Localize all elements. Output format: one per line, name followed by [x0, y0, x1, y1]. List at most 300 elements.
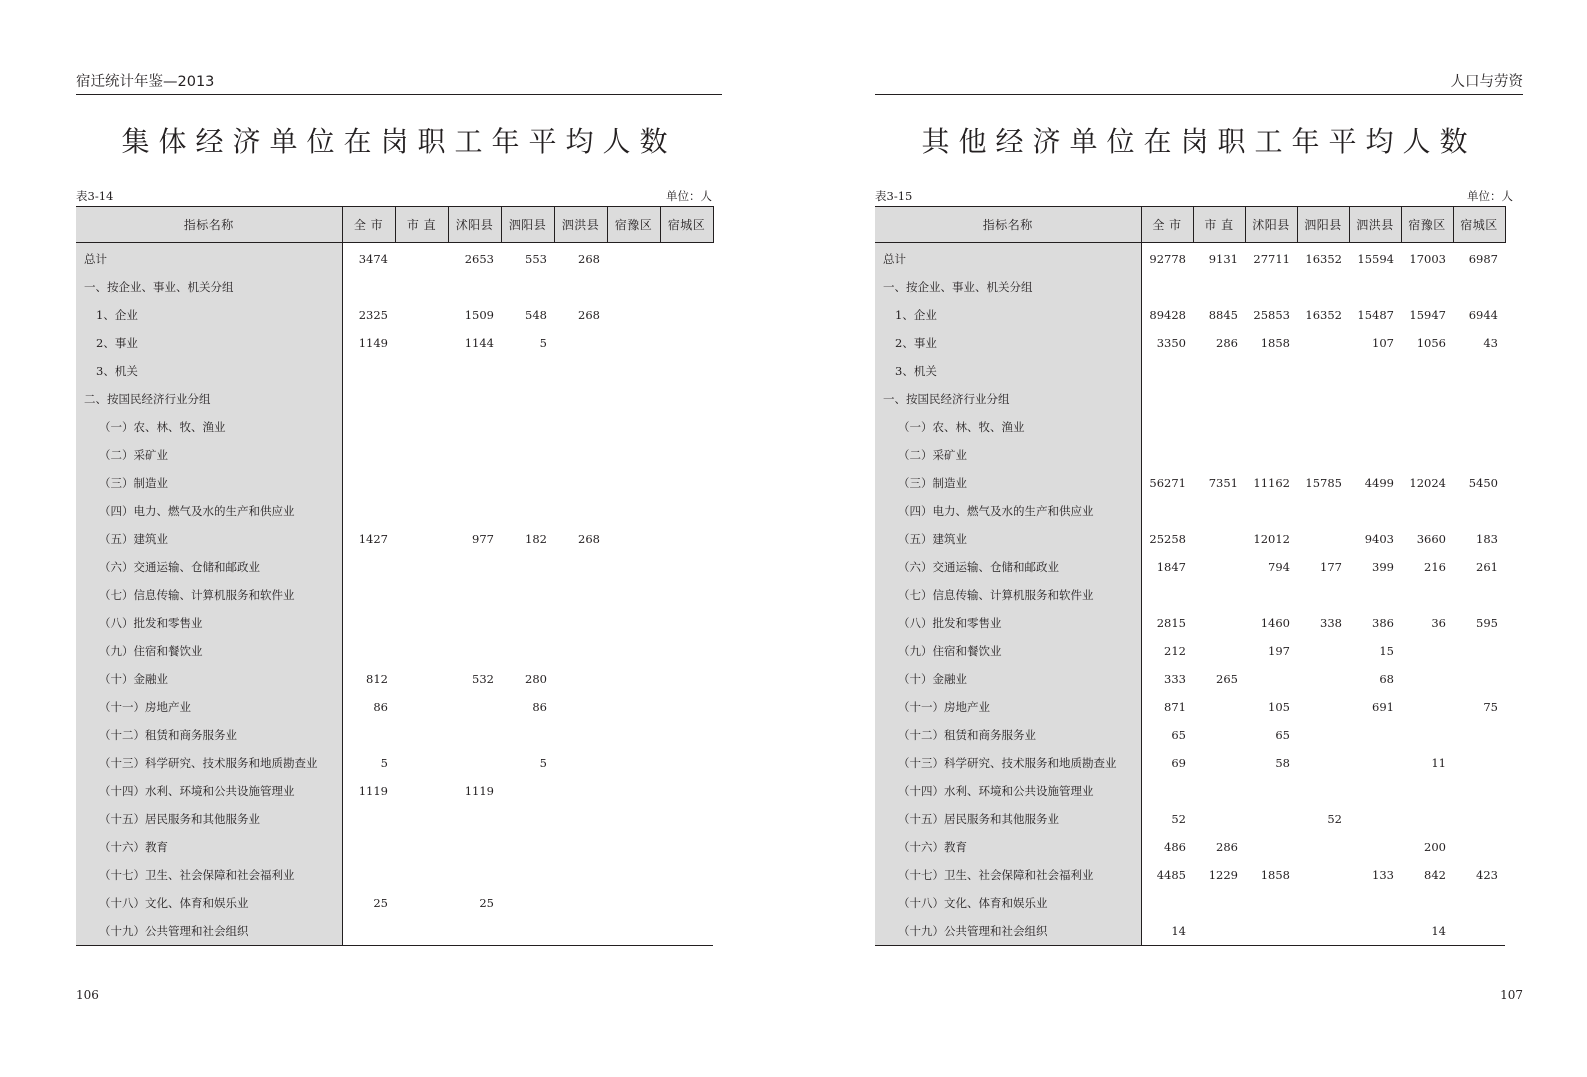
row-spacer	[1505, 553, 1521, 581]
table-cell: 7351	[1208, 476, 1238, 490]
row-spacer	[1505, 301, 1521, 329]
table-cell: 286	[1216, 840, 1238, 854]
table-cell	[1297, 413, 1349, 441]
table-cell	[501, 721, 554, 749]
table-cell	[1349, 581, 1401, 609]
table-cell: 691	[1372, 700, 1394, 714]
table-cell	[1401, 637, 1453, 665]
table-row	[76, 637, 722, 665]
table-cell: 1858	[1260, 336, 1290, 350]
table-cell	[1297, 525, 1349, 553]
table-cell	[607, 413, 660, 441]
row-label: （五）建筑业	[875, 525, 1141, 553]
table-cell	[1401, 721, 1453, 749]
table-cell	[1297, 329, 1349, 357]
table-cell: 977	[472, 532, 494, 546]
table-cell	[1349, 777, 1401, 805]
table-cell	[660, 805, 713, 833]
table-cell	[395, 441, 448, 469]
table-cell	[1141, 777, 1193, 805]
row-label: （十二）租赁和商务服务业	[875, 721, 1141, 749]
column-header: 沭阳县	[448, 207, 501, 243]
table-cell	[1453, 497, 1505, 525]
row-label: （九）住宿和餐饮业	[875, 637, 1141, 665]
table-row	[76, 581, 722, 609]
row-label: 1、企业	[76, 301, 342, 329]
table-cell: 842	[1424, 868, 1446, 882]
table-cell	[1245, 385, 1297, 413]
table-cell	[660, 357, 713, 385]
table-cell	[607, 721, 660, 749]
page-number: 106	[76, 988, 99, 1002]
column-header: 泗洪县	[554, 207, 607, 243]
table-cell	[1297, 441, 1349, 469]
table-cell: 265	[1216, 672, 1238, 686]
table-cell	[554, 357, 607, 385]
table-cell	[448, 385, 501, 413]
table-cell	[1297, 889, 1349, 917]
table-row	[76, 805, 722, 833]
table-cell	[554, 833, 607, 861]
table-row	[76, 889, 722, 917]
table-cell	[607, 889, 660, 917]
table-cell	[1453, 721, 1505, 749]
table-cell	[1349, 721, 1401, 749]
column-header: 全 市	[1141, 207, 1193, 243]
table-row	[875, 889, 1521, 917]
row-label: （十三）科学研究、技术服务和地质勘查业	[875, 749, 1141, 777]
table-cell	[342, 637, 395, 665]
table-cell	[448, 413, 501, 441]
row-label: （七）信息传输、计算机服务和软件业	[875, 581, 1141, 609]
table-cell: 133	[1372, 868, 1394, 882]
row-spacer	[1505, 665, 1521, 693]
table-cell	[554, 441, 607, 469]
table-cell: 27711	[1253, 252, 1290, 266]
table-cell: 2653	[464, 252, 494, 266]
table-cell	[1245, 581, 1297, 609]
table-cell	[607, 805, 660, 833]
unit-label: 单位：人	[666, 189, 712, 203]
row-spacer	[1505, 243, 1521, 274]
table-cell	[1297, 749, 1349, 777]
table-cell	[395, 749, 448, 777]
table-row	[875, 329, 1521, 357]
table-cell	[1453, 665, 1505, 693]
table-cell: 4485	[1156, 868, 1186, 882]
table-cell	[1349, 497, 1401, 525]
table-cell	[607, 749, 660, 777]
column-header: 泗阳县	[501, 207, 554, 243]
table-row	[875, 273, 1521, 301]
table-cell	[660, 721, 713, 749]
table-cell	[1297, 273, 1349, 301]
column-header: 泗洪县	[1349, 207, 1401, 243]
table-row	[875, 917, 1521, 946]
row-spacer	[1505, 777, 1521, 805]
table-cell	[395, 833, 448, 861]
table-cell	[1141, 497, 1193, 525]
table-cell	[1349, 833, 1401, 861]
table-cell	[1297, 721, 1349, 749]
table-cell	[1349, 385, 1401, 413]
row-spacer	[713, 497, 722, 525]
table-cell: 58	[1275, 756, 1290, 770]
table-cell	[554, 497, 607, 525]
table-cell	[342, 833, 395, 861]
row-label: 二、按国民经济行业分组	[76, 385, 342, 413]
table-cell: 3660	[1416, 532, 1446, 546]
row-label: 一、按国民经济行业分组	[875, 385, 1141, 413]
row-spacer	[1505, 273, 1521, 301]
table-cell	[607, 833, 660, 861]
table-cell	[607, 581, 660, 609]
table-cell	[1245, 833, 1297, 861]
table-cell: 200	[1424, 840, 1446, 854]
row-label: （五）建筑业	[76, 525, 342, 553]
table-cell	[1401, 385, 1453, 413]
table-row	[76, 833, 722, 861]
row-label: （十六）教育	[875, 833, 1141, 861]
table-cell	[1401, 497, 1453, 525]
table-cell	[1401, 441, 1453, 469]
table-cell: 1056	[1416, 336, 1446, 350]
table-cell	[554, 637, 607, 665]
table-cell: 3474	[358, 252, 388, 266]
table-cell	[1193, 413, 1245, 441]
table-cell	[660, 861, 713, 889]
data-table	[76, 206, 722, 946]
table-cell: 25	[479, 896, 494, 910]
table-cell	[660, 833, 713, 861]
row-spacer	[713, 301, 722, 329]
row-spacer	[713, 749, 722, 777]
row-spacer	[713, 273, 722, 301]
row-spacer	[1505, 693, 1521, 721]
table-cell	[501, 861, 554, 889]
table-cell	[501, 497, 554, 525]
table-cell	[501, 553, 554, 581]
row-label: （十七）卫生、社会保障和社会福利业	[875, 861, 1141, 889]
table-cell	[660, 889, 713, 917]
table-row	[875, 861, 1521, 889]
row-spacer	[713, 525, 722, 553]
row-spacer	[713, 581, 722, 609]
table-cell	[660, 413, 713, 441]
column-header: 全 市	[342, 207, 395, 243]
table-cell: 65	[1171, 728, 1186, 742]
table-row	[875, 243, 1521, 274]
table-cell	[1141, 273, 1193, 301]
table-cell: 68	[1379, 672, 1394, 686]
table-number: 表3-14	[76, 189, 114, 203]
table-cell	[660, 581, 713, 609]
table-cell	[448, 861, 501, 889]
table-cell	[1193, 609, 1245, 637]
table-cell	[342, 385, 395, 413]
table-cell: 399	[1372, 560, 1394, 574]
row-spacer	[713, 637, 722, 665]
table-cell: 69	[1171, 756, 1186, 770]
row-spacer	[1505, 385, 1521, 413]
header-row	[875, 207, 1521, 243]
table-cell	[395, 329, 448, 357]
table-cell: 812	[366, 672, 388, 686]
row-spacer	[1505, 637, 1521, 665]
table-row	[76, 553, 722, 581]
table-cell	[1297, 637, 1349, 665]
table-row	[875, 777, 1521, 805]
table-row	[76, 469, 722, 497]
table-cell	[660, 637, 713, 665]
table-cell	[1453, 777, 1505, 805]
table-cell	[1349, 889, 1401, 917]
table-cell: 5450	[1468, 476, 1498, 490]
row-label: （十九）公共管理和社会组织	[76, 917, 342, 946]
table-cell	[1193, 441, 1245, 469]
table-cell: 5	[539, 336, 547, 350]
table-cell	[1297, 665, 1349, 693]
row-label: 一、按企业、事业、机关分组	[875, 273, 1141, 301]
table-cell: 52	[1171, 812, 1186, 826]
row-label: （十一）房地产业	[875, 693, 1141, 721]
header-row	[76, 207, 722, 243]
row-spacer	[1505, 917, 1521, 946]
table-cell: 268	[578, 308, 600, 322]
table-cell: 794	[1268, 560, 1290, 574]
table-cell	[1349, 413, 1401, 441]
table-cell	[501, 637, 554, 665]
table-cell	[1349, 357, 1401, 385]
table-cell: 5	[380, 756, 388, 770]
table-cell	[1141, 889, 1193, 917]
table-cell	[1401, 777, 1453, 805]
table-cell	[342, 357, 395, 385]
table-cell	[660, 329, 713, 357]
table-cell	[554, 861, 607, 889]
table-cell	[1245, 805, 1297, 833]
row-spacer	[713, 609, 722, 637]
table-cell	[660, 693, 713, 721]
column-header: 泗阳县	[1297, 207, 1349, 243]
table-row	[76, 777, 722, 805]
table-row	[76, 917, 722, 946]
table-cell	[342, 553, 395, 581]
table-cell	[607, 609, 660, 637]
table-cell	[395, 861, 448, 889]
row-spacer	[1505, 413, 1521, 441]
table-cell: 1460	[1260, 616, 1290, 630]
table-cell	[395, 525, 448, 553]
table-cell	[1141, 581, 1193, 609]
table-cell	[607, 525, 660, 553]
table-cell: 107	[1372, 336, 1394, 350]
row-spacer	[1505, 581, 1521, 609]
row-label: 3、机关	[76, 357, 342, 385]
table-cell: 548	[525, 308, 547, 322]
table-cell	[395, 609, 448, 637]
table-cell	[448, 749, 501, 777]
table-row	[875, 693, 1521, 721]
row-label: （九）住宿和餐饮业	[76, 637, 342, 665]
table-cell: 9403	[1364, 532, 1394, 546]
row-spacer	[1505, 833, 1521, 861]
table-cell	[607, 777, 660, 805]
table-row	[76, 301, 722, 329]
table-cell	[501, 833, 554, 861]
table-row	[76, 665, 722, 693]
row-spacer	[713, 413, 722, 441]
table-cell	[1297, 581, 1349, 609]
table-cell: 261	[1476, 560, 1498, 574]
table-cell: 5	[539, 756, 547, 770]
table-cell: 871	[1164, 700, 1186, 714]
table-cell	[1453, 917, 1505, 946]
table-cell	[448, 721, 501, 749]
table-cell	[395, 301, 448, 329]
table-cell	[342, 861, 395, 889]
page-number: 107	[1500, 988, 1523, 1002]
table-cell	[607, 553, 660, 581]
table-cell	[1297, 497, 1349, 525]
table-cell: 4499	[1364, 476, 1394, 490]
table-row	[76, 329, 722, 357]
table-cell: 12024	[1409, 476, 1446, 490]
row-label: （十八）文化、体育和娱乐业	[875, 889, 1141, 917]
row-label: （十七）卫生、社会保障和社会福利业	[76, 861, 342, 889]
table-cell	[660, 917, 713, 946]
table-cell: 11162	[1253, 476, 1290, 490]
table-cell	[607, 243, 660, 274]
table-cell	[607, 861, 660, 889]
table-cell	[395, 693, 448, 721]
table-row	[875, 833, 1521, 861]
table-cell	[554, 413, 607, 441]
table-cell	[1453, 357, 1505, 385]
table-cell	[1401, 805, 1453, 833]
table-cell	[554, 469, 607, 497]
row-spacer	[713, 553, 722, 581]
table-cell	[501, 889, 554, 917]
table-cell: 2815	[1156, 616, 1186, 630]
table-row	[76, 385, 722, 413]
row-label: （十五）居民服务和其他服务业	[76, 805, 342, 833]
table-cell	[1245, 665, 1297, 693]
table-cell	[1297, 357, 1349, 385]
row-label: （十一）房地产业	[76, 693, 342, 721]
table-cell	[1401, 581, 1453, 609]
table-cell: 105	[1268, 700, 1290, 714]
table-cell	[395, 553, 448, 581]
table-cell	[660, 301, 713, 329]
table-cell	[1245, 413, 1297, 441]
table-cell: 595	[1476, 616, 1498, 630]
table-cell	[1193, 749, 1245, 777]
row-spacer	[713, 917, 722, 946]
row-spacer	[713, 833, 722, 861]
table-cell	[342, 917, 395, 946]
table-cell	[554, 609, 607, 637]
table-cell: 1149	[358, 336, 388, 350]
table-cell	[554, 553, 607, 581]
table-cell	[501, 777, 554, 805]
table-cell: 1509	[464, 308, 494, 322]
table-cell: 1858	[1260, 868, 1290, 882]
table-cell	[660, 553, 713, 581]
table-row	[875, 525, 1521, 553]
table-cell	[607, 693, 660, 721]
row-spacer	[713, 861, 722, 889]
table-cell	[1193, 805, 1245, 833]
table-cell	[607, 441, 660, 469]
table-row	[875, 385, 1521, 413]
table-row	[875, 301, 1521, 329]
header-spacer	[713, 207, 722, 243]
table-cell: 75	[1483, 700, 1498, 714]
table-cell	[501, 357, 554, 385]
table-cell	[501, 469, 554, 497]
table-cell: 43	[1483, 336, 1498, 350]
row-spacer	[1505, 497, 1521, 525]
table-title: 集体经济单位在岗职工年平均人数	[121, 125, 677, 158]
row-spacer	[1505, 525, 1521, 553]
table-cell: 3350	[1156, 336, 1186, 350]
table-cell: 286	[1216, 336, 1238, 350]
row-label: （一）农、林、牧、渔业	[875, 413, 1141, 441]
table-row	[76, 861, 722, 889]
table-cell	[395, 243, 448, 274]
table-row	[76, 721, 722, 749]
table-cell	[1141, 441, 1193, 469]
table-cell	[342, 581, 395, 609]
table-cell	[660, 385, 713, 413]
row-spacer	[713, 329, 722, 357]
table-row	[875, 469, 1521, 497]
data-table	[875, 206, 1521, 946]
table-cell	[1297, 833, 1349, 861]
table-cell: 553	[525, 252, 547, 266]
table-cell	[1245, 777, 1297, 805]
table-cell: 268	[578, 252, 600, 266]
table-cell	[342, 413, 395, 441]
table-cell	[342, 441, 395, 469]
table-cell	[607, 637, 660, 665]
row-label: （二）采矿业	[875, 441, 1141, 469]
row-label: （十二）租赁和商务服务业	[76, 721, 342, 749]
row-label: （十三）科学研究、技术服务和地质勘查业	[76, 749, 342, 777]
table-cell	[607, 273, 660, 301]
table-cell: 197	[1268, 644, 1290, 658]
table-cell	[395, 385, 448, 413]
table-cell: 25	[373, 896, 388, 910]
row-spacer	[713, 777, 722, 805]
table-cell	[448, 273, 501, 301]
table-cell	[342, 273, 395, 301]
table-cell	[501, 917, 554, 946]
table-cell	[1193, 721, 1245, 749]
table-cell	[448, 693, 501, 721]
row-label: （十六）教育	[76, 833, 342, 861]
table-cell	[1245, 273, 1297, 301]
table-number: 表3-15	[875, 189, 913, 203]
row-spacer	[713, 441, 722, 469]
row-spacer	[1505, 357, 1521, 385]
table-cell	[395, 497, 448, 525]
table-cell	[501, 385, 554, 413]
table-cell	[554, 273, 607, 301]
row-spacer	[713, 693, 722, 721]
row-spacer	[1505, 749, 1521, 777]
